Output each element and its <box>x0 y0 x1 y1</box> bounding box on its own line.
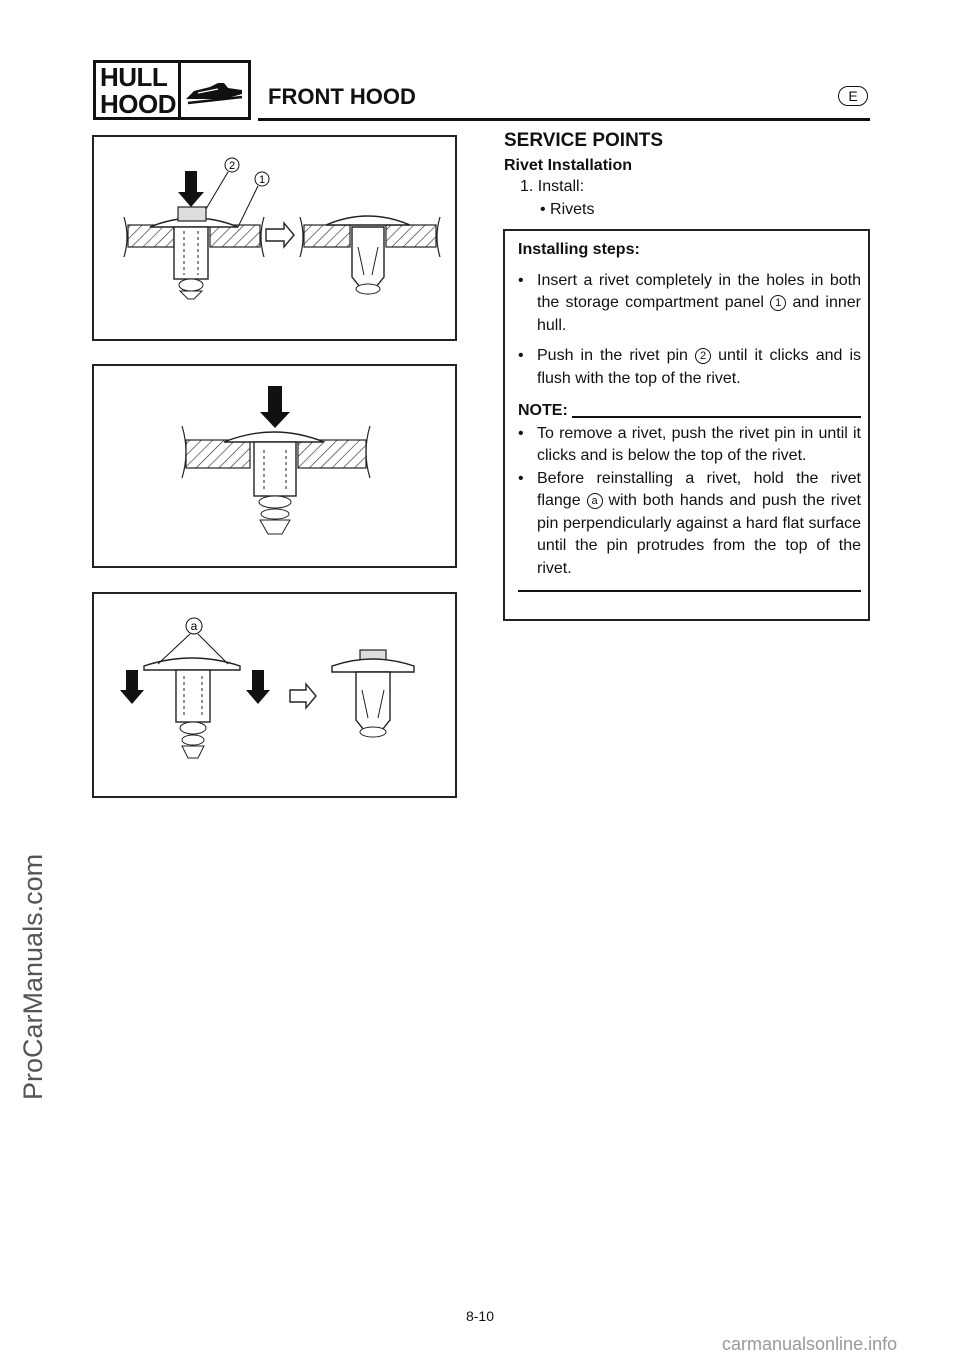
rivet-pin-push-diagram <box>94 366 455 566</box>
figure-rivet-insert <box>92 135 457 341</box>
side-watermark: ProCarManuals.com <box>18 853 48 1100</box>
installing-steps-box <box>503 229 870 621</box>
figure-rivet-pin-push <box>92 364 457 568</box>
watercraft-icon <box>184 73 246 109</box>
section-title: SERVICE POINTS <box>504 130 664 151</box>
fig1-label-2: 2 <box>228 160 236 172</box>
note-header <box>518 400 861 423</box>
note-rule <box>572 416 861 418</box>
rivet-insert-diagram <box>94 137 455 339</box>
badge-divider <box>178 63 181 117</box>
note-remove-rivet: • To remove a rivet, push the rivet pin in until it clicks and is below the top of the rivet. <box>518 424 861 464</box>
fig1-label-1: 1 <box>258 174 266 186</box>
note-reinstall-rivet: • Before reinstalling a rivet, hold the rivet flange a with both hands and push the rivet pin perpendicularly against a hard flat surface until the pin protrudes from the top of the rivet. <box>518 469 861 577</box>
sub-title: Rivet Installation <box>504 157 633 174</box>
ref-1: 1 <box>770 295 786 311</box>
ref-2: 2 <box>695 348 711 364</box>
section-badge <box>93 60 251 120</box>
section-badge-text: HULL HOOD <box>100 62 176 119</box>
fig3-label-a: a <box>190 619 198 633</box>
ref-a: a <box>587 493 603 509</box>
step-install: 1. Install: <box>520 178 585 195</box>
box-heading: Installing steps: <box>518 241 640 258</box>
language-badge: E <box>838 86 868 106</box>
bullet-push-pin: • Push in the rivet pin 2 until it clicks and is flush with the top of the rivet. <box>518 347 861 387</box>
figure-rivet-reset <box>92 592 457 798</box>
bullet-insert-rivet: • Insert a rivet completely in the holes in both the storage compartment panel 1 and inner hull. <box>518 271 861 334</box>
rivet-reset-diagram <box>94 594 455 796</box>
page-title: FRONT HOOD <box>268 84 416 109</box>
page-number: 8-10 <box>465 1308 495 1324</box>
note-end-rule <box>518 590 861 592</box>
footer-watermark: carmanualsonline.info <box>722 1334 898 1354</box>
header-rule <box>258 118 870 121</box>
step-item-rivets: • Rivets <box>540 201 595 218</box>
note-label: NOTE: <box>518 402 568 419</box>
